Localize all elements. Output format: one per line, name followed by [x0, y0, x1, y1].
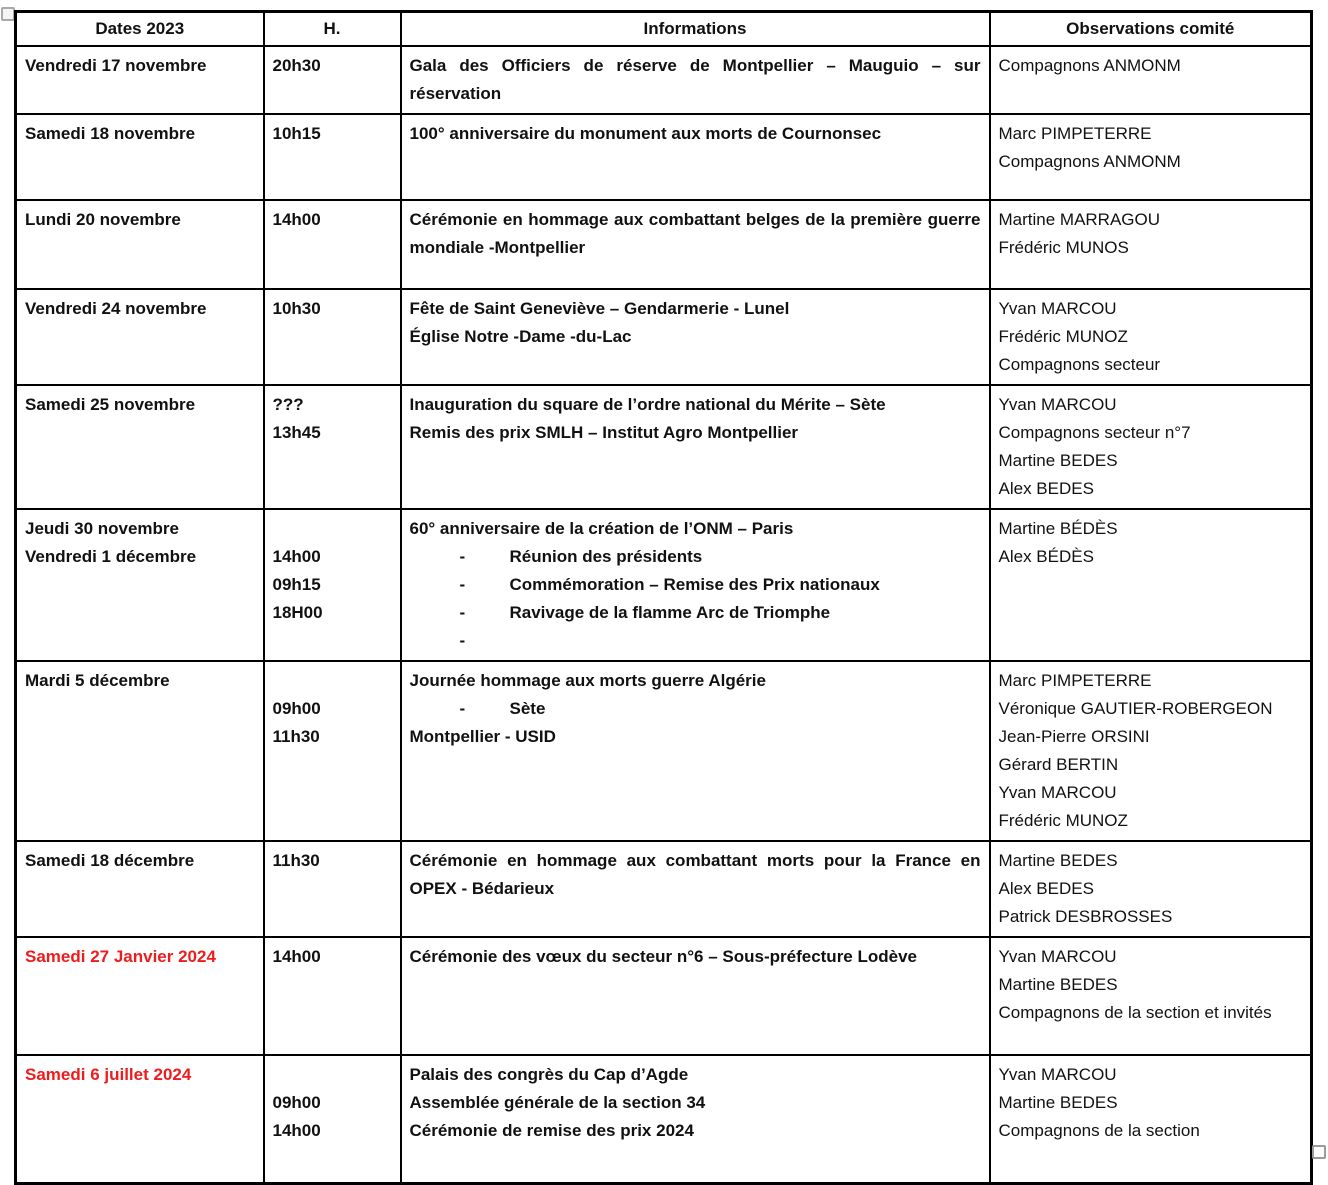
info-text: Cérémonie en hommage aux combattant belges de la première guerre mondiale -Montpellier [409, 210, 981, 257]
date-cell [16, 841, 264, 937]
info-text: Ravivage de la flamme Arc de Triomphe [509, 603, 831, 622]
date-cell [16, 289, 264, 385]
info-list-item [410, 599, 981, 627]
date-text: Vendredi 24 novembre [25, 299, 207, 318]
observations-cell [990, 200, 1312, 289]
info-text: 100° anniversaire du monument aux morts de Cournonsec [409, 124, 882, 143]
table-row [16, 200, 1312, 289]
date-cell [16, 200, 264, 289]
list-dash-marker: - [459, 603, 466, 622]
header-informations: Informations [401, 12, 990, 47]
info-list-item [410, 627, 981, 655]
date-cell [16, 661, 264, 841]
observation-text: Compagnons secteur n°7 [998, 423, 1191, 442]
table-row [16, 46, 1312, 114]
info-text: Sète [509, 699, 546, 718]
date-text: Samedi 27 Janvier 2024 [25, 947, 216, 966]
info-list-item [410, 571, 981, 599]
table-row [16, 937, 1312, 1055]
date-cell [16, 385, 264, 509]
date-text: Mardi 5 décembre [25, 671, 170, 690]
time-text: 10h15 [272, 124, 321, 143]
observation-text: Yvan MARCOU [998, 299, 1117, 318]
date-text: Samedi 6 juillet 2024 [25, 1065, 192, 1084]
time-cell [264, 937, 401, 1055]
info-cell [401, 289, 990, 385]
observation-text: Jean-Pierre ORSINI [998, 727, 1150, 746]
observation-text: Marc PIMPETERRE [998, 124, 1152, 143]
time-text: 09h15 [272, 575, 321, 594]
date-text: Vendredi 17 novembre [25, 56, 207, 75]
time-cell [264, 46, 401, 114]
info-text: Inauguration du square de l’ordre national du Mérite – Sète [409, 395, 886, 414]
info-text: Cérémonie des vœux du secteur n°6 – Sous-préfecture Lodève [409, 947, 918, 966]
observation-text: Frédéric MUNOZ [998, 811, 1128, 830]
table-row [16, 509, 1312, 661]
date-text: Lundi 20 novembre [25, 210, 181, 229]
info-cell [401, 200, 990, 289]
info-cell [401, 661, 990, 841]
info-text: Réunion des présidents [509, 547, 703, 566]
time-text: 14h00 [272, 1121, 321, 1140]
time-cell [264, 841, 401, 937]
date-text: Vendredi 1 décembre [25, 547, 197, 566]
observation-text: Gérard BERTIN [998, 755, 1119, 774]
table-row [16, 114, 1312, 200]
observation-text: Alex BEDES [998, 479, 1094, 498]
observation-text: Yvan MARCOU [998, 947, 1117, 966]
observation-text: Compagnons ANMONM [998, 56, 1181, 75]
time-text: 14h00 [272, 947, 321, 966]
observations-cell [990, 114, 1312, 200]
info-text: Cérémonie de remise des prix 2024 [409, 1121, 694, 1140]
info-text: Gala des Officiers de réserve de Montpellier – Mauguio – sur réservation [409, 56, 981, 103]
observation-text: Compagnons de la section [998, 1121, 1200, 1140]
observation-text: Martine BEDES [998, 975, 1118, 994]
time-text: 09h00 [272, 1093, 321, 1112]
observation-text: Alex BEDES [998, 879, 1094, 898]
observation-text: Frédéric MUNOS [998, 238, 1129, 257]
info-text: Montpellier - USID [409, 727, 556, 746]
observations-cell [990, 841, 1312, 937]
date-cell [16, 1055, 264, 1183]
observation-text: Yvan MARCOU [998, 1065, 1117, 1084]
info-cell [401, 114, 990, 200]
observations-cell [990, 1055, 1312, 1183]
info-text [510, 627, 981, 655]
info-text: Remis des prix SMLH – Institut Agro Montpellier [409, 423, 799, 442]
observation-text: Martine BEDES [998, 851, 1118, 870]
schedule-table [14, 10, 1313, 1185]
observation-text: Patrick DESBROSSES [998, 907, 1173, 926]
info-cell [401, 385, 990, 509]
time-text [273, 1061, 392, 1089]
observations-cell [990, 46, 1312, 114]
info-text: Église Notre -Dame -du-Lac [409, 327, 632, 346]
observation-text: Yvan MARCOU [998, 783, 1117, 802]
observation-text: Véronique GAUTIER-ROBERGEON [998, 699, 1273, 718]
date-text: Jeudi 30 novembre [25, 519, 180, 538]
table-resize-handle[interactable] [1312, 1145, 1326, 1159]
time-cell [264, 114, 401, 200]
info-text: Cérémonie en hommage aux combattant morts pour la France en OPEX - Bédarieux [409, 851, 981, 898]
date-cell [16, 509, 264, 661]
table-row [16, 661, 1312, 841]
time-text: 18H00 [272, 603, 323, 622]
observations-cell [990, 385, 1312, 509]
info-text: Journée hommage aux morts guerre Algérie [409, 671, 766, 690]
observation-text: Martine BEDES [998, 1093, 1118, 1112]
date-text: Samedi 18 décembre [25, 851, 195, 870]
time-cell [264, 1055, 401, 1183]
table-row [16, 841, 1312, 937]
observation-text: Yvan MARCOU [998, 395, 1117, 414]
observation-text: Frédéric MUNOZ [998, 327, 1128, 346]
header-dates: Dates 2023 [16, 12, 264, 47]
list-dash-marker: - [459, 575, 466, 594]
time-text: 14h00 [272, 210, 321, 229]
time-text: ??? [272, 395, 304, 414]
table-move-handle[interactable] [1, 7, 15, 21]
time-cell [264, 200, 401, 289]
observations-cell [990, 509, 1312, 661]
info-cell [401, 1055, 990, 1183]
observations-cell [990, 937, 1312, 1055]
date-cell [16, 937, 264, 1055]
table-row [16, 289, 1312, 385]
time-text: 11h30 [272, 727, 320, 746]
info-text: 60° anniversaire de la création de l’ONM – Paris [409, 519, 794, 538]
info-list-item [410, 695, 981, 723]
table-row [16, 1055, 1312, 1183]
time-text: 09h00 [272, 699, 321, 718]
table-row [16, 385, 1312, 509]
header-observations: Observations comité [990, 12, 1312, 47]
observation-text: Compagnons de la section et invités [998, 1003, 1272, 1022]
info-text: Assemblée générale de la section 34 [409, 1093, 706, 1112]
list-dash-marker: - [459, 631, 466, 650]
date-text: Samedi 25 novembre [25, 395, 196, 414]
info-text: Fête de Saint Geneviève – Gendarmerie - Lunel [409, 299, 790, 318]
time-text: 11h30 [272, 851, 320, 870]
info-cell [401, 46, 990, 114]
time-text: 14h00 [272, 547, 321, 566]
observations-cell [990, 289, 1312, 385]
info-text: Commémoration – Remise des Prix nationaux [509, 575, 880, 594]
date-cell [16, 46, 264, 114]
info-list-item [410, 543, 981, 571]
list-dash-marker: - [459, 547, 466, 566]
time-text: 20h30 [272, 56, 321, 75]
time-cell [264, 289, 401, 385]
time-text: 10h30 [272, 299, 321, 318]
info-cell [401, 937, 990, 1055]
date-cell [16, 114, 264, 200]
time-cell [264, 661, 401, 841]
info-text: Palais des congrès du Cap d’Agde [409, 1065, 689, 1084]
date-text: Samedi 18 novembre [25, 124, 196, 143]
observation-text: Compagnons secteur [998, 355, 1161, 374]
list-dash-marker: - [459, 699, 466, 718]
info-cell [401, 509, 990, 661]
observation-text: Marc PIMPETERRE [998, 671, 1152, 690]
observation-text: Martine MARRAGOU [998, 210, 1161, 229]
observation-text: Martine BÉDÈS [998, 519, 1118, 538]
time-text [273, 667, 392, 695]
observation-text: Compagnons ANMONM [998, 152, 1181, 171]
time-cell [264, 509, 401, 661]
header-hour: H. [264, 12, 401, 47]
time-cell [264, 385, 401, 509]
time-text [273, 515, 392, 543]
info-cell [401, 841, 990, 937]
header-row [16, 12, 1312, 47]
observations-cell [990, 661, 1312, 841]
observation-text: Alex BÉDÈS [998, 547, 1094, 566]
observation-text: Martine BEDES [998, 451, 1118, 470]
time-text: 13h45 [272, 423, 321, 442]
